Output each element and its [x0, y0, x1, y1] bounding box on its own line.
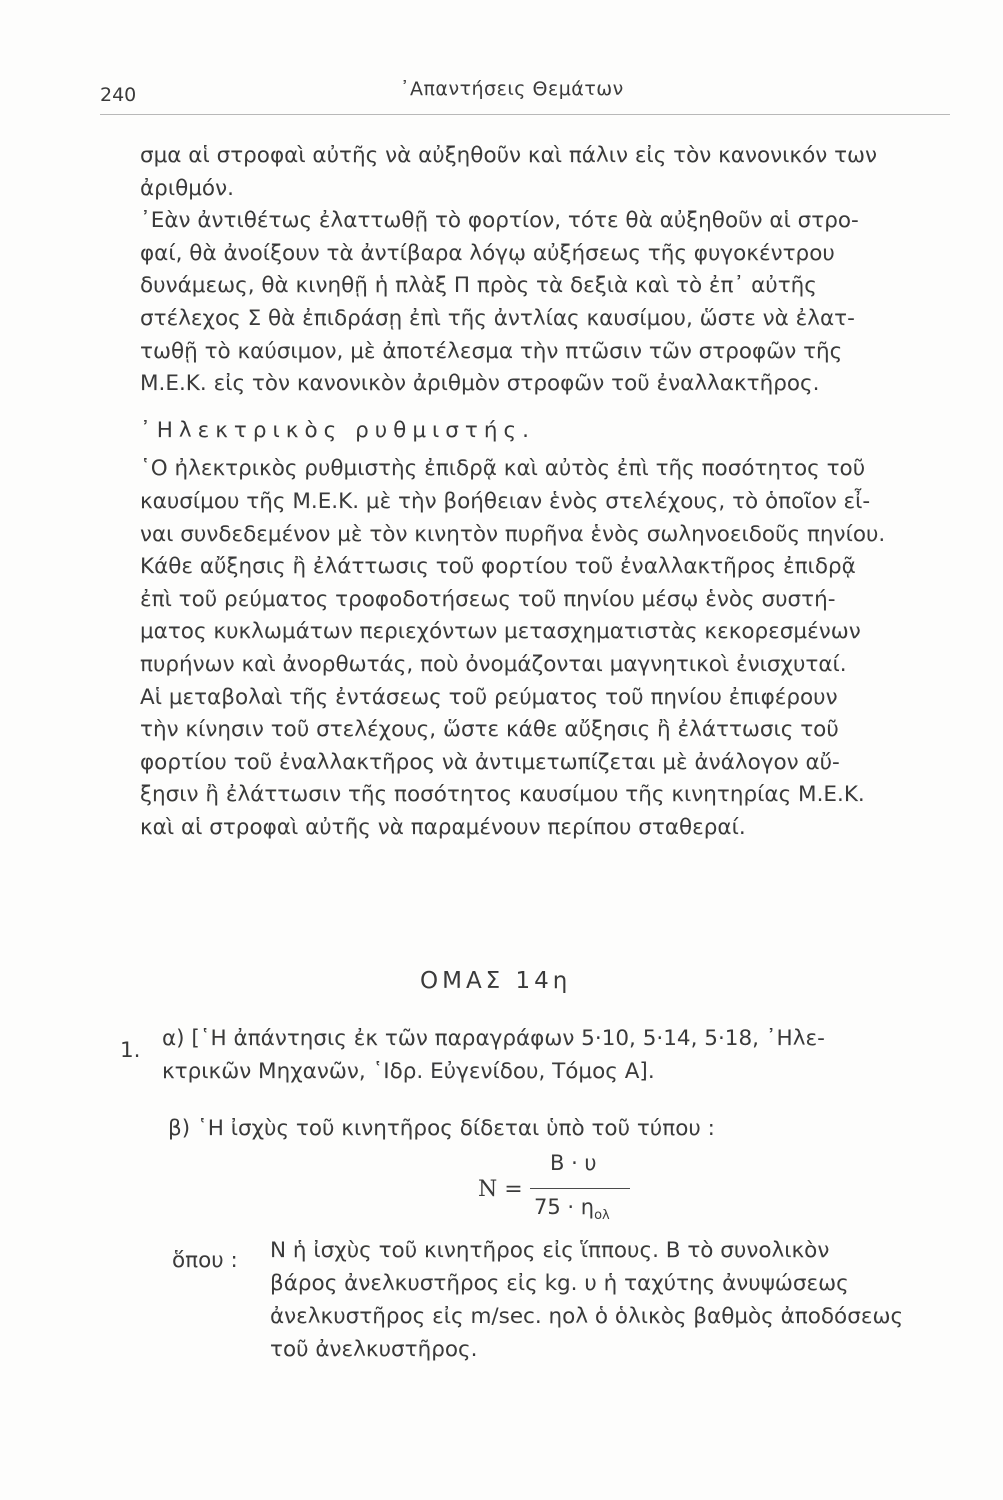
text-line: ἀνελκυστῆρος εἰς m/sec. ηολ ὁ ὁλικὸς βαθμὸς ἀποδόσεως: [270, 1304, 904, 1329]
item-number: 1.: [120, 1038, 141, 1063]
page-header: [100, 76, 950, 110]
text-line: Αἱ μεταβολαὶ τῆς ἐντάσεως τοῦ ρεύματος τοῦ πηνίου ἐπιφέρουν: [140, 684, 838, 710]
text-line: τωθῇ τὸ καύσιμον, μὲ ἀποτέλεσμα τὴν πτῶσιν τῶν στροφῶν τῆς: [140, 338, 843, 364]
paragraph-electric-regulator: [140, 453, 970, 844]
denominator-subscript: ολ: [594, 1208, 610, 1224]
running-title: ᾿Απαντήσεις Θεμάτων: [400, 78, 624, 100]
text-line: ᾿Εὰν ἀντιθέτως ἐλαττωθῇ τὸ φορτίον, τότε θὰ αὐξηθοῦν αἱ στρο-: [140, 208, 859, 234]
text-line: τὴν κίνησιν τοῦ στελέχους, ὥστε κάθε αὔξησις ἢ ἐλάττωσις τοῦ: [140, 717, 839, 743]
power-formula: [478, 1147, 678, 1237]
text-line: πυρήνων καὶ ἀνορθωτάς, ποὺ ὀνομάζονται μαγνητικοὶ ἐνισχυταί.: [140, 651, 847, 677]
text-line: ναι συνδεδεμένον μὲ τὸν κινητὸν πυρῆνα ἑνὸς σωληνοειδοῦς πηνίου.: [140, 521, 886, 547]
text-line: φορτίου τοῦ ἐναλλακτῆρος νὰ ἀντιμετωπίζεται μὲ ἀνάλογον αὔ-: [140, 749, 840, 775]
subheading: ᾿Ηλεκτρικὸς ρυθμιστής.: [140, 417, 535, 443]
text-line: ῾Ο ἠλεκτρικὸς ρυθμιστὴς ἐπιδρᾷ καὶ αὐτὸς ἐπὶ τῆς ποσότητος τοῦ: [140, 456, 866, 482]
text-line: Κάθε αὔξησις ἢ ἐλάττωσις τοῦ φορτίου τοῦ ἐναλλακτῆρος ἐπιδρᾷ: [140, 554, 856, 580]
item-b: β) ῾Η ἰσχὺς τοῦ κινητῆρος δίδεται ὑπὸ τοῦ τύπου :: [168, 1116, 715, 1141]
text-line: Μ.Ε.Κ. εἰς τὸν κανονικὸν ἀριθμὸν στροφῶν τοῦ ἐναλλακτῆρος.: [140, 371, 820, 397]
text-line: βάρος ἀνελκυστῆρος εἰς kg. υ ἡ ταχύτης ἀνυψώσεως: [270, 1271, 849, 1296]
text-line: φαί, θὰ ἀνοίξουν τὰ ἀντίβαρα λόγῳ αὐξήσεως τῆς φυγοκέντρου: [140, 240, 835, 266]
section-title: ΟΜΑΣ 14η: [420, 968, 572, 994]
text-line: ματος κυκλωμάτων περιεχόντων μετασχηματιστὰς κεκορεσμένων: [140, 619, 861, 645]
text-line: Ν ἡ ἰσχὺς τοῦ κινητῆρος εἰς ἵππους. Β τὸ συνολικὸν: [270, 1238, 830, 1263]
header-rule: [100, 114, 950, 115]
item-a: [162, 1022, 962, 1088]
text-line: δυνάμεως, θὰ κινηθῇ ἡ πλὰξ Π πρὸς τὰ δεξιὰ καὶ τὸ ἐπ᾿ αὐτῆς: [140, 273, 817, 299]
formula-denominator: [534, 1191, 610, 1232]
body-text: [140, 140, 970, 844]
text-line: καυσίμου τῆς Μ.Ε.Κ. μὲ τὴν βοήθειαν ἑνὸς στελέχους, τὸ ὁποῖον εἶ-: [140, 488, 871, 514]
text-line: στέλεχος Σ θὰ ἐπιδράσῃ ἐπὶ τῆς ἀντλίας καυσίμου, ὥστε νὰ ἐλατ-: [140, 305, 855, 331]
denominator-text: 75 · η: [534, 1195, 595, 1219]
text-line: σμα αἱ στροφαὶ αὐτῆς νὰ αὐξηθοῦν καὶ πάλιν εἰς τὸν κανονικόν των: [140, 143, 878, 168]
text-line: κτρικῶν Μηχανῶν, ῾Ιδρ. Εὐγενίδου, Τόμος Α].: [162, 1059, 655, 1084]
fraction-bar: [530, 1188, 630, 1189]
text-line: τοῦ ἀνελκυστῆρος.: [270, 1337, 478, 1362]
where-description: [270, 1234, 970, 1366]
text-line: α) [῾Η ἀπάντησις ἐκ τῶν παραγράφων 5·10, 5·14, 5·18, ᾿Ηλε-: [162, 1026, 825, 1051]
formula-lhs: N =: [478, 1177, 523, 1202]
text-line: ξησιν ἢ ἐλάττωσιν τῆς ποσότητος καυσίμου τῆς κινητηρίας Μ.Ε.Κ.: [140, 782, 865, 808]
text-line: καὶ αἱ στροφαὶ αὐτῆς νὰ παραμένουν περίπου σταθεραί.: [140, 814, 746, 840]
where-label: ὅπου :: [172, 1248, 238, 1273]
formula-numerator: B · υ: [550, 1151, 597, 1175]
page-number: 240: [100, 84, 137, 106]
text-line: ἀριθμόν.: [140, 175, 234, 201]
text-line: ἐπὶ τοῦ ρεύματος τροφοδοτήσεως τοῦ πηνίου μέσῳ ἑνὸς συστή-: [140, 586, 836, 612]
